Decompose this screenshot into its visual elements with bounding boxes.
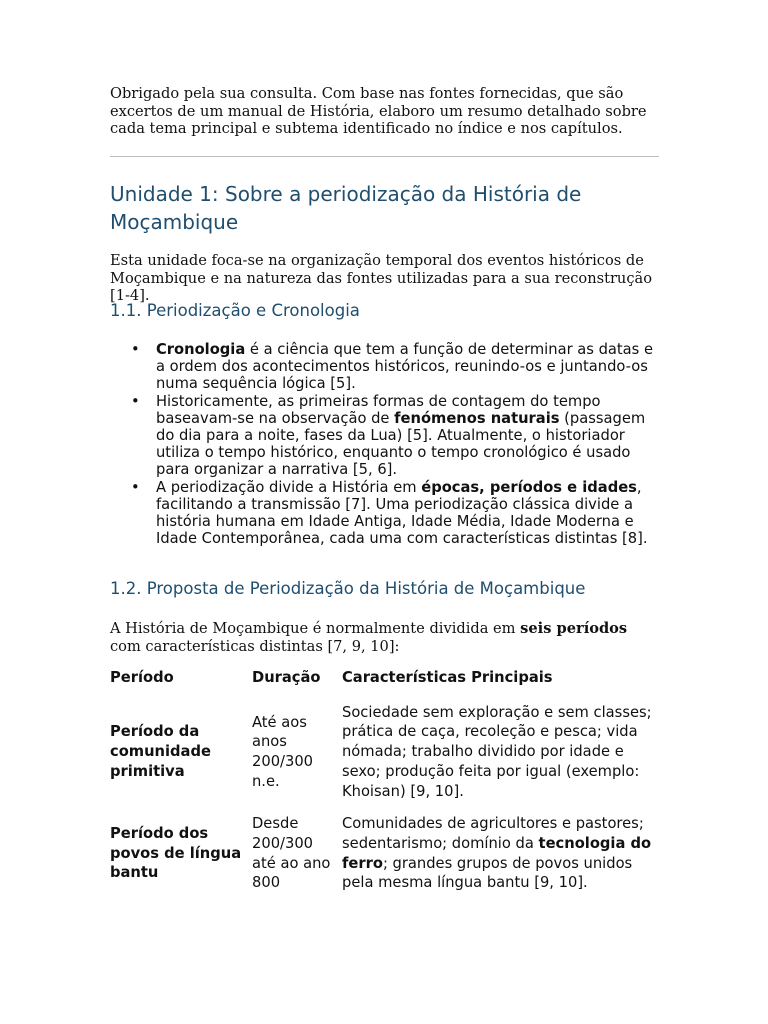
bullet-marker: • [131, 478, 140, 496]
period-cell: Período da comunidade primitiva [110, 723, 211, 780]
bold-term: tecnologia do ferro [342, 834, 652, 872]
bold-term: Cronologia [156, 341, 246, 358]
features-text: ; grandes grupos de povos unidos pela mesma língua bantu [9, 10]. [342, 854, 633, 892]
list-item-text: A periodização divide a História em [156, 478, 422, 496]
column-header-features: Características Principais [342, 669, 553, 686]
unit-intro-paragraph: Esta unidade foca-se na organização temporal dos eventos históricos de Moçambique e na natureza das fontes utilizadas para a sua reconstrução [1-4]. [110, 252, 652, 304]
bullet-marker: • [131, 392, 140, 410]
features-cell [338, 809, 666, 901]
horizontal-divider [110, 156, 659, 157]
list-item [131, 479, 661, 548]
section-heading-periodizacao: 1.1. Periodização e Cronologia [110, 301, 360, 320]
column-header-period: Período [110, 669, 174, 686]
features-text: Comunidades de agricultores e pastores; sedentarismo; domínio da [342, 815, 644, 852]
section-heading-proposta: 1.2. Proposta de Periodização da História de Moçambique [110, 579, 586, 598]
duration-cell: Até aos anos 200/300 n.e. [252, 713, 314, 790]
list-item-text: é a ciência que tem a função de determinar as datas e a ordem dos acontecimentos históricos, reunindo-os e juntando-os numa sequência lógica [5]. [156, 341, 654, 393]
table-intro-text: A História de Moçambique é normalmente dividida em [110, 620, 521, 637]
table-row [106, 698, 666, 810]
list-item [131, 393, 661, 479]
column-header-duration: Duração [252, 669, 321, 686]
duration-cell: Desde 200/300 até ao ano 800 [252, 815, 331, 892]
period-cell: Período dos povos de língua bantu [110, 825, 242, 882]
bullet-marker: • [131, 341, 140, 358]
list-item-text: (passagem do dia para a noite, fases da Lua) [5]. Atualmente, o historiador utiliza o tempo histórico, enquanto o tempo cronológico é usado para organizar a narrativa [5, 6]. [156, 409, 646, 479]
table-header-row [106, 664, 666, 698]
list-item-text: Historicamente, as primeiras formas de contagem do tempo baseavam-se na observação de [156, 392, 601, 427]
table-intro-text: com características distintas [7, 9, 10]: [110, 637, 400, 655]
bold-term: épocas, períodos e idades [421, 478, 637, 496]
list-item [131, 341, 661, 393]
features-cell: Sociedade sem exploração e sem classes; prática de caça, recoleção e pesca; vida nómada; trabalho dividido por idade e sexo; produção feita por igual (exemplo: Khoisan) [9, 10]. [342, 703, 652, 800]
bullet-list [131, 341, 661, 547]
intro-paragraph: Obrigado pela sua consulta. Com base nas fontes fornecidas, que são excertos de um manual de História, elaboro um resumo detalhado sobre cada tema principal e subtema identificado no índice e nos capítulos. [110, 85, 647, 137]
table-row [106, 809, 666, 901]
list-item-text: , facilitando a transmissão [7]. Uma periodização clássica divide a história humana em Idade Antiga, Idade Média, Idade Moderna e Idade Contemporânea, cada uma com características distintas [8]. [156, 478, 648, 548]
bold-term: seis períodos [520, 620, 628, 637]
table-intro-paragraph [110, 620, 660, 655]
bold-term: fenómenos naturais [394, 409, 560, 427]
unit-heading: Unidade 1: Sobre a periodização da História de Moçambique [110, 182, 582, 234]
periods-table [106, 664, 666, 901]
